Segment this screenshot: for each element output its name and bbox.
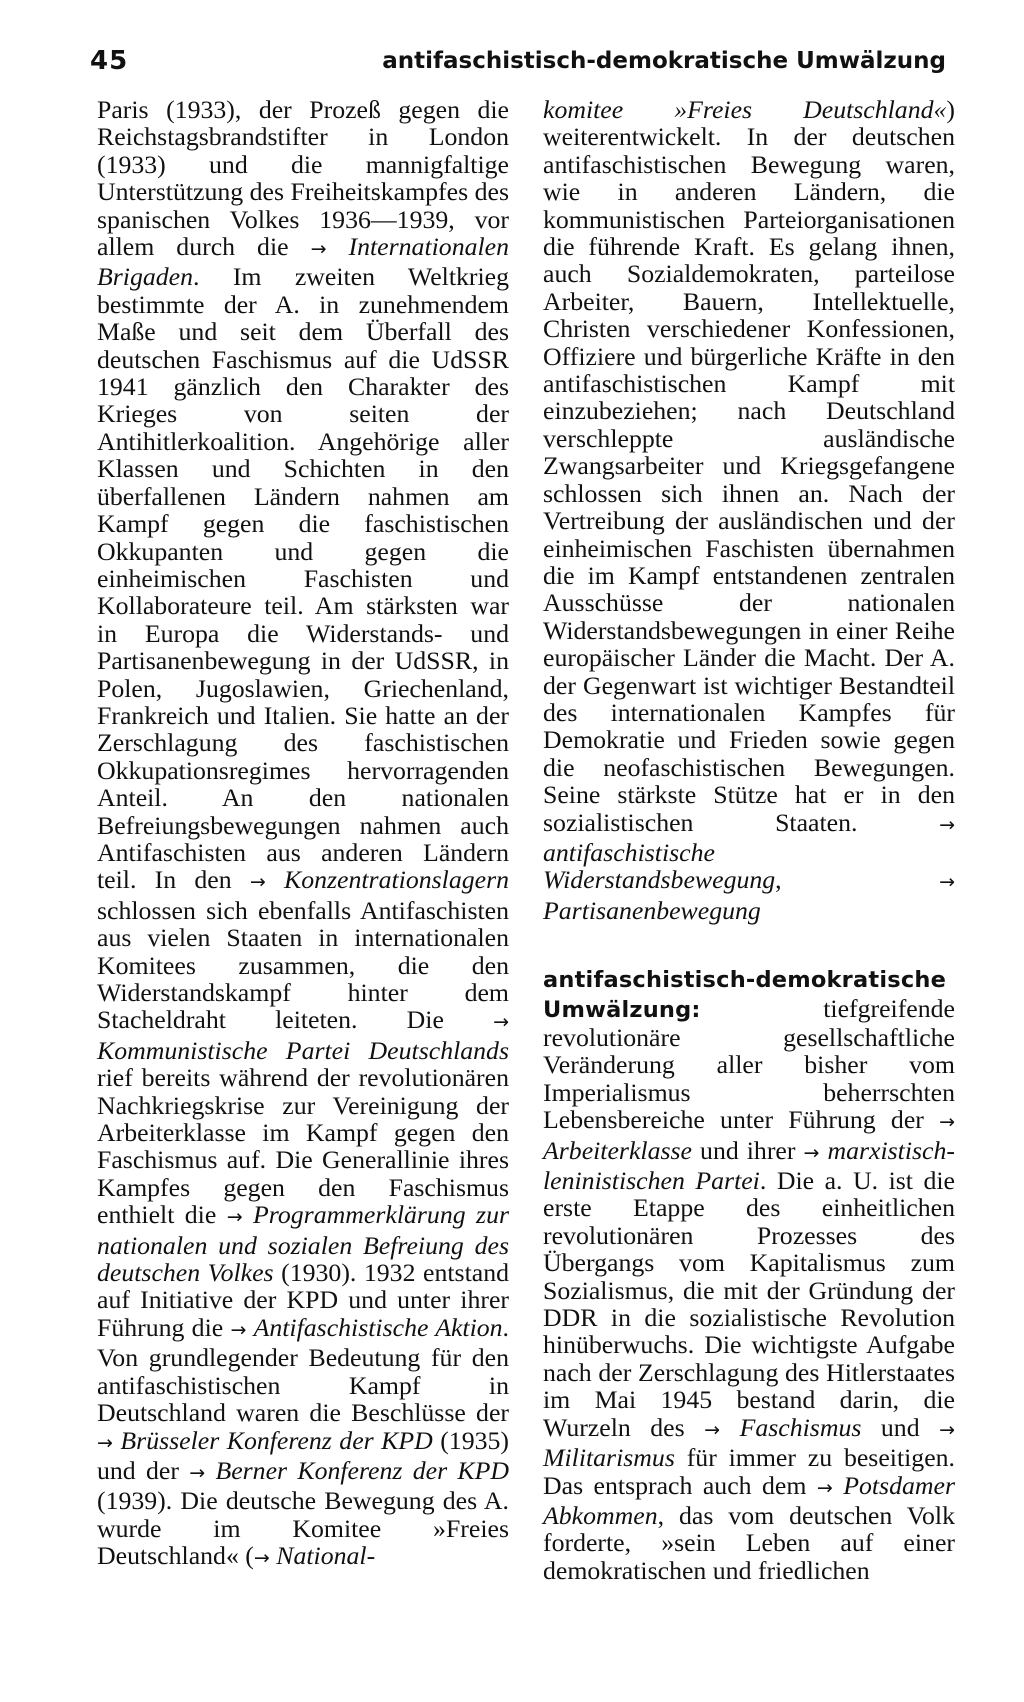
body-text: und ihrer — [692, 1135, 804, 1165]
entry-continuation-text — [543, 96, 955, 924]
running-head: antifaschistisch-demokratische Umwälzung — [382, 48, 946, 74]
body-text: rief bereits während der revolutionären Nachkriegskrise zur Vereinigung der Arbeiterklasse im Kampf gegen den Faschismus auf. Die Generallinie ihres Kampfes gegen den Faschismus enthielt die — [97, 1063, 509, 1230]
cross-reference: Arbeiterklasse — [543, 1135, 693, 1165]
body-text: (1935) und der — [97, 1425, 509, 1485]
page-number: 45 — [90, 46, 129, 76]
body-text: tiefgreifende revolutionäre gesellschaftliche Veränderung aller bisher vom Imperialismus beherrschten Lebensbereiche unter Führung der — [543, 993, 955, 1135]
cross-reference-arrow-icon: → — [803, 1141, 820, 1164]
dictionary-entry — [543, 965, 955, 1584]
cross-reference-arrow-icon: → — [97, 1431, 113, 1454]
body-text: (1939). Die deutsche Bewegung des A. wurde im Komitee »Freies Deutschland« ( — [97, 1486, 509, 1571]
cross-reference-arrow-icon: → — [816, 1476, 833, 1499]
body-text: , das vom deutschen Volk forderte, »sein Leben auf einer demokratischen und friedlichen — [543, 1500, 955, 1585]
cross-reference: Militarismus — [543, 1443, 675, 1473]
cross-reference: antifaschistische Widerstandsbewegung — [543, 837, 776, 895]
left-column — [97, 96, 509, 1573]
cross-reference: Faschismus — [739, 1412, 862, 1442]
cross-reference: Partisanenbewegung — [543, 895, 761, 925]
cross-reference-arrow-icon: → — [939, 1111, 955, 1134]
cross-reference: Potsdamer Abkommen — [543, 1470, 955, 1530]
cross-reference-arrow-icon: → — [249, 871, 266, 894]
body-text: und — [861, 1412, 940, 1442]
entry-separator — [543, 924, 955, 965]
entry-headword: antifaschistisch-demokratische Umwälzung: — [543, 967, 947, 1023]
cross-reference-arrow-icon: → — [310, 238, 327, 261]
cross-reference-arrow-icon: → — [226, 1206, 243, 1229]
cross-reference-arrow-icon: → — [939, 871, 955, 894]
cross-reference-arrow-icon: → — [704, 1418, 721, 1441]
cross-reference-arrow-icon: → — [230, 1318, 247, 1341]
cross-reference-arrow-icon: → — [189, 1461, 206, 1484]
body-text: schlossen sich ebenfalls Antifaschisten aus vielen Staaten in internationalen Komitees zusammen, die den Widerstandskampf hinter dem Stacheldraht leiteten. Die — [97, 895, 509, 1035]
body-text: . Die a. U. ist die erste Etappe des einheitlichen revolutionären Prozesses des Übergangs vom Kapitalismus zum Sozialismus, die mit der Gründung der DDR in die sozialistische Revolution hinüberwuchs. Die wichtigste Aufgabe nach der Zerschlagung des Hitlerstaates im Mai 1945 bestand darin, die Wurzeln des — [543, 1166, 955, 1442]
right-column — [543, 96, 955, 1584]
cross-reference: Berner Konferenz der KPD — [215, 1455, 509, 1485]
cross-reference: Programmerklärung zur nationalen und sozialen Befreiung des deutschen Volkes — [97, 1200, 510, 1288]
body-text: (1930). 1932 entstand auf Initiative der KPD und unter ihrer Führung die — [97, 1258, 509, 1342]
cross-reference-arrow-icon: → — [253, 1547, 270, 1570]
body-text: . Im zweiten Weltkrieg bestimmte der A. in zunehmendem Maße und seit dem Überfall des deutschen Faschismus auf die UdSSR 1941 gänzlich den Charakter des Krieges von seiten der Antihitlerkoalition. Angehörige aller Klassen und Schichten in den überfallenen Ländern nahmen am Kampf gegen die faschistischen Okkupanten und gegen die einheimischen Faschisten und Kollaborateure teil. Am stärksten war in Europa die Widerstands- und Partisanenbewegung in der UdSSR, in Polen, Jugoslawien, Griechenland, Frankreich und Italien. Sie hatte an der Zerschlagung des faschistischen Okkupationsregimes hervorragenden Anteil. An den nationalen Befreiungsbewegungen nahmen auch Antifaschisten aus anderen Ländern teil. In den — [97, 262, 509, 895]
page-header — [90, 46, 946, 86]
cross-reference: Konzentrationslagern — [283, 865, 510, 895]
cross-reference: National- — [276, 1541, 376, 1571]
body-text: Paris (1933), der Prozeß gegen die Reichstagsbrandstifter in London (1933) und die mannigfaltige Unterstützung des Freiheitskampfes des spanischen Volkes 1936—1939, vor allem durch die — [97, 95, 509, 262]
cross-reference: Internationalen Brigaden — [97, 232, 510, 292]
cross-reference: Antifaschistische Aktion — [253, 1312, 503, 1342]
cross-reference-arrow-icon: → — [939, 813, 955, 836]
body-text: . Von grundlegender Bedeutung für den antifaschistischen Kampf in Deutschland waren die Beschlüsse der — [97, 1312, 509, 1428]
cross-reference: marxistisch-leninistischen Partei — [543, 1135, 955, 1196]
body-text: , — [775, 865, 940, 895]
body-text: ) weiterentwickelt. In der deutschen antifaschistischen Bewegung waren, wie in anderen Ländern, die kommunistischen Parteiorganisationen die führende Kraft. Es gelang ihnen, auch Sozialdemokraten, parteilose Arbeiter, Bauern, Intellektuelle, Christen verschiedener Konfessionen, Offiziere und bürgerliche Kräfte in den antifaschistischen Kampf mit einzubeziehen; nach Deutschland verschleppte ausländische Zwangsarbeiter und Kriegsgefangene schlossen sich ihnen an. Nach der Vertreibung der ausländischen und der einheimischen Faschisten übernahmen die im Kampf entstandenen zentralen Ausschüsse der nationalen Widerstandsbewegungen in einer Reihe europäischer Länder die Macht. Der A. der Gegenwart ist wichtiger Bestandteil des internationalen Kampfes für Demokratie und Frieden sowie gegen die neofaschistischen Bewegungen. Seine stärkste Stütze hat er in den sozialistischen Staaten. — [543, 95, 955, 837]
cross-reference: Brüsseler Konferenz der KPD — [120, 1425, 433, 1455]
entry-continuation-text — [97, 96, 509, 1573]
cross-reference: Kommunistische Partei Deutschlands — [97, 1035, 509, 1065]
cross-reference-arrow-icon: → — [939, 1418, 956, 1441]
cross-reference-arrow-icon: → — [493, 1011, 509, 1034]
cross-reference: komitee »Freies Deutschland« — [543, 95, 947, 124]
body-text: für immer zu beseitigen. Das entsprach auch dem — [543, 1443, 955, 1500]
